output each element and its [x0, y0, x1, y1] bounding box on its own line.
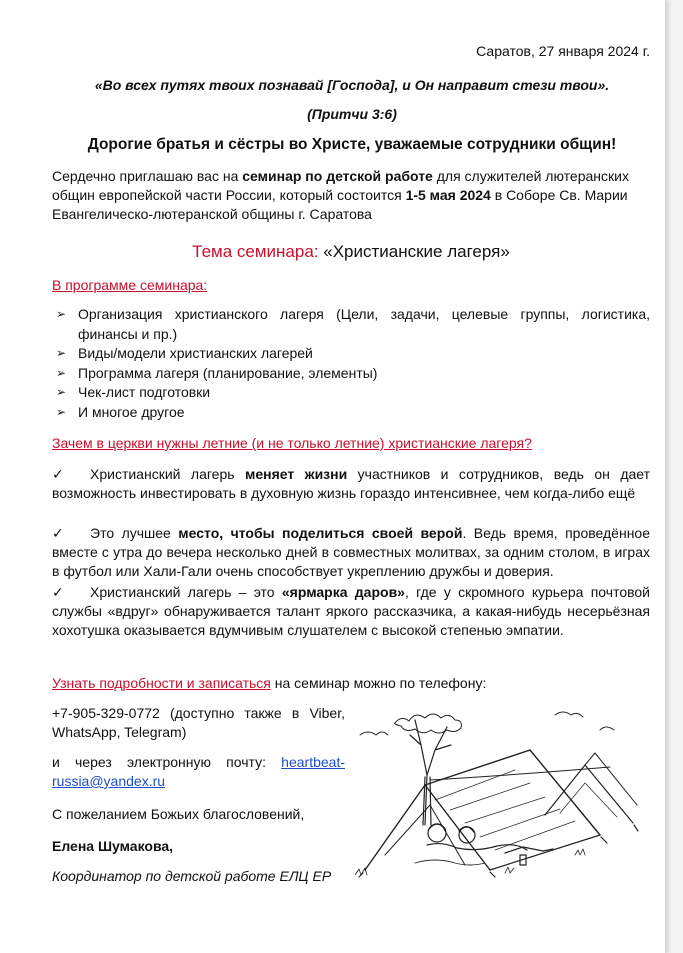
- theme-label: Тема семинара:: [192, 242, 319, 261]
- reason-paragraph-2: [52, 524, 650, 581]
- closing-regards: С пожеланием Божьих благословений,: [52, 806, 305, 822]
- checkmark-icon: ✓: [52, 525, 64, 541]
- camping-tent-illustration: [355, 705, 640, 880]
- bible-reference: (Притчи 3:6): [307, 106, 397, 122]
- list-item: [52, 403, 650, 423]
- reason-bold: меняет жизни: [244, 466, 348, 482]
- arrow-bullet-icon: ➢: [56, 385, 67, 399]
- contact-line: [52, 674, 486, 693]
- list-item: [52, 344, 650, 364]
- program-list: [52, 305, 650, 422]
- intro-paragraph: [52, 167, 650, 224]
- arrow-bullet-icon: ➢: [56, 404, 67, 419]
- reason-text: Это лучшее: [90, 525, 179, 541]
- contact-line-text: на семинар можно по телефону:: [270, 675, 487, 691]
- signature-role: Координатор по детской работе ЕЛЦ ЕР: [52, 868, 332, 884]
- email-prefix: и через электронную почту:: [52, 754, 282, 770]
- reason-text: , где у скромного курьера почтовой службы «вдруг» обнаруживается талант яркого рассказчика, а какая-нибудь несерьёзная хохотушка оказывается вдумчивым слушателем с высокой степенью эмпатии.: [52, 584, 651, 638]
- reason-bold: место, чтобы поделиться своей верой: [178, 525, 463, 541]
- checkmark-icon: ✓: [52, 584, 64, 600]
- intro-text-3: в Соборе Св. Марии Евангелическо-лютеранской общины г. Саратова: [52, 187, 628, 222]
- theme-value: «Христианские лагеря»: [318, 242, 510, 261]
- reason-text: участников и сотрудников, ведь он дает возможность инвестировать в духовную жизнь гораздо интенсивнее, чем когда-либо ещё: [52, 466, 651, 501]
- list-item-text: Виды/модели христианских лагерей: [78, 345, 313, 361]
- reason-text: Христианский лагерь – это: [90, 584, 282, 600]
- list-item: [52, 383, 650, 403]
- reason-paragraph-3: [52, 583, 650, 640]
- intro-text-2: для служителей лютеранских общин европейской части России, который состоится: [52, 168, 629, 203]
- arrow-bullet-icon: ➢: [56, 365, 67, 380]
- intro-bold-dates: 1-5 мая 2024: [405, 187, 491, 203]
- intro-bold-seminar: семинар по детской работе: [242, 168, 433, 184]
- list-item-text: Чек-лист подготовки: [78, 384, 211, 400]
- phone-info: +7-905-329-0772 (доступно также в Viber, WhatsApp, Telegram): [52, 705, 345, 740]
- bible-quote: «Во всех путях твоих познавай [Господа], и Он направит стези твои».: [94, 77, 610, 93]
- reason-text: Христианский лагерь: [90, 466, 245, 482]
- list-item-text: И многое другое: [78, 403, 185, 420]
- letter-date: Саратов, 27 января 2024 г.: [476, 43, 650, 59]
- reason-paragraph-1: [52, 465, 650, 503]
- program-heading: В программе семинара:: [52, 277, 208, 293]
- email-link[interactable]: heartbeat-russia@yandex.ru: [52, 754, 345, 789]
- reason-bold: «ярмарка даров»: [281, 584, 405, 600]
- email-info: [52, 753, 345, 791]
- why-heading: Зачем в церкви нужны летние (и не только летние) христианские лагеря?: [52, 435, 532, 451]
- list-item-text: Программа лагеря (планирование, элементы): [78, 364, 378, 381]
- intro-text-1: Сердечно приглашаю вас на: [52, 168, 243, 184]
- list-item: [52, 364, 650, 384]
- seminar-theme: [52, 241, 650, 263]
- arrow-bullet-icon: ➢: [56, 307, 67, 321]
- signature-name: Елена Шумакова,: [52, 838, 174, 854]
- reason-text: . Ведь время, проведённое вместе с утра до вечера несколько дней в совместных молитвах, за одним столом, в играх в футбол или Хали-Гали очень способствует укреплению дружбы и доверия.: [52, 525, 650, 579]
- list-item-text: Организация христианского лагеря (Цели, задачи, целевые группы, логистика, финансы и пр.): [78, 306, 650, 342]
- checkmark-icon: ✓: [52, 466, 64, 482]
- arrow-bullet-icon: ➢: [56, 346, 67, 360]
- list-item: [52, 305, 650, 344]
- greeting-heading: Дорогие братья и сёстры во Христе, уважаемые сотрудники общин!: [87, 136, 617, 153]
- contact-heading: Узнать подробности и записаться: [52, 675, 271, 691]
